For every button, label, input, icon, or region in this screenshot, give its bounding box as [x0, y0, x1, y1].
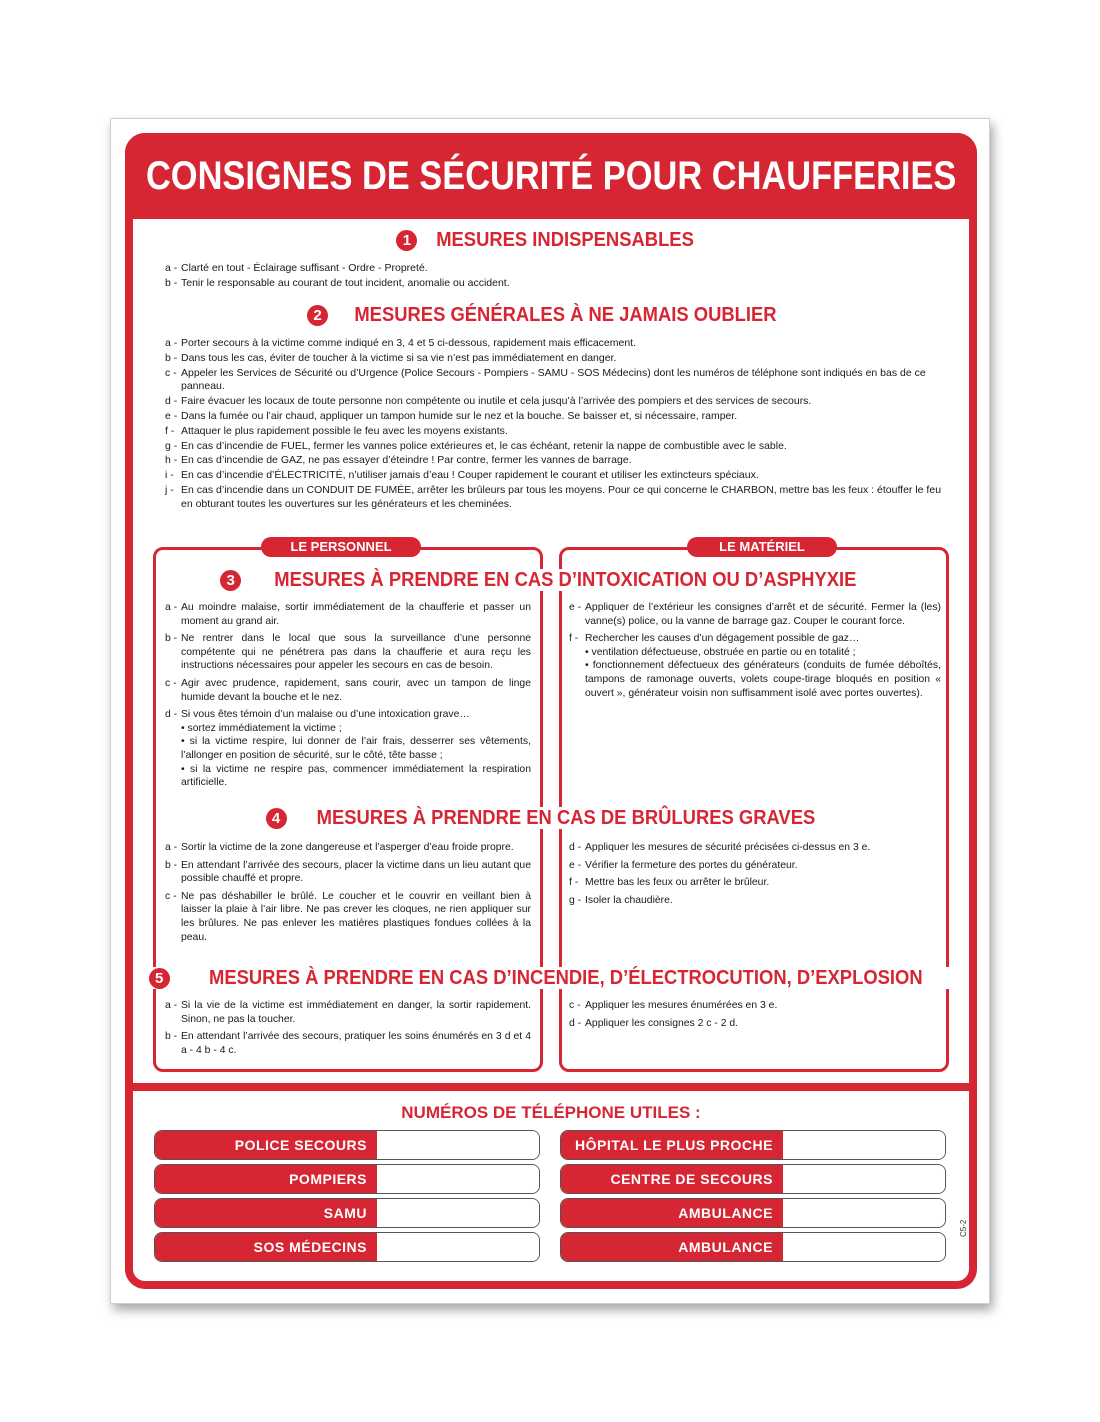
- item-text: [181, 469, 945, 483]
- item-main-text: Appliquer les mesures de sécurité précisées ci-dessus en 3 e.: [585, 842, 871, 853]
- item-text: [585, 999, 941, 1013]
- item-text: [585, 1017, 941, 1031]
- item-letter: e -: [165, 409, 178, 422]
- tab-le-materiel: LE MATÉRIEL: [687, 537, 837, 557]
- item-letter: i -: [165, 469, 174, 482]
- item-letter: h -: [165, 454, 178, 467]
- item-letter: c -: [165, 366, 177, 379]
- phone-number-field[interactable]: [783, 1233, 945, 1261]
- item-letter: a -: [165, 262, 178, 274]
- phone-label: AMBULANCE: [561, 1199, 783, 1227]
- phone-number-field[interactable]: [377, 1199, 539, 1227]
- item-letter: d -: [569, 842, 582, 853]
- section-4-materiel-list: [569, 841, 941, 911]
- item-text: [181, 276, 955, 290]
- item-letter: f -: [569, 877, 579, 889]
- item-letter: j -: [165, 483, 174, 496]
- item-letter: a -: [165, 337, 178, 349]
- section-number-badge: 4: [266, 808, 287, 829]
- section-number-badge: 3: [220, 570, 241, 591]
- item-text: [181, 1030, 531, 1057]
- item-main-text: Appeler les Services de Sécurité ou d’Urgence (Police Secours - Pompiers - SAMU - SOS Médecins) dont les numéros de téléphone sont indiqués en bas de ce panneau.: [181, 366, 926, 393]
- item-letter: a -: [165, 842, 178, 853]
- phone-number-field[interactable]: [783, 1165, 945, 1193]
- item-main-text: Faire évacuer les locaux de toute personne non compétente ou inutile et cela jusqu’à l’arrivée des pompiers et des services de secours.: [181, 395, 812, 408]
- list-item: [569, 999, 941, 1013]
- list-item: [165, 367, 945, 395]
- item-main-text: Clarté en tout - Éclairage suffisant - Ordre - Propreté.: [181, 262, 428, 274]
- list-item: [569, 894, 941, 908]
- item-main-text: Ne pas déshabiller le brûlé. Le coucher et le couvrir en veillant bien à laisser la plaie à l’air libre. Ne pas crever les cloques, ne rien appliquer sur les brûlures. Ne pas enlever les matières plastiques fondues collées à la peau.: [181, 890, 531, 943]
- section-5-materiel-list: [569, 999, 941, 1034]
- safety-sign-sheet: [110, 118, 990, 1304]
- phone-label: POMPIERS: [155, 1165, 377, 1193]
- item-text: [181, 410, 945, 424]
- item-text: [181, 352, 945, 366]
- item-main-text: Sortir la victime de la zone dangereuse et l’asperger d’eau froide propre.: [181, 842, 514, 853]
- list-item: [165, 632, 531, 673]
- list-item: [165, 395, 945, 409]
- bullet-point: • ventilation défectueuse, obstruée en partie ou en totalité ;: [585, 646, 856, 658]
- list-item: [165, 859, 531, 886]
- item-text: [181, 632, 531, 673]
- section-heading-text: MESURES GÉNÉRALES À NE JAMAIS OUBLIER: [354, 304, 777, 326]
- item-letter: e -: [569, 602, 582, 613]
- phone-row-ambulance: [560, 1198, 946, 1228]
- phone-row-samu: [154, 1198, 540, 1228]
- item-main-text: Appliquer les consignes 2 c - 2 d.: [585, 1017, 739, 1029]
- item-letter: b -: [165, 277, 178, 289]
- item-letter: d -: [165, 709, 178, 721]
- reference-code: C5-2: [959, 1219, 968, 1237]
- item-letter: f -: [165, 424, 175, 437]
- item-main-text: Au moindre malaise, sortir immédiatement de la chaufferie et passer un moment au grand air.: [181, 602, 531, 627]
- item-text: [585, 876, 941, 890]
- list-item: [165, 484, 945, 512]
- item-letter: b -: [165, 633, 178, 645]
- section-1-heading: [133, 229, 969, 252]
- item-text: [181, 440, 945, 454]
- item-letter: b -: [165, 859, 178, 871]
- item-main-text: Rechercher les causes d’un dégagement possible de gaz…: [585, 633, 860, 645]
- item-letter: d -: [165, 395, 178, 408]
- item-text: [181, 841, 531, 855]
- item-main-text: En attendant l’arrivée des secours, placer la victime dans un lieu autant que possible chauffé et propre.: [181, 859, 531, 885]
- list-item: [165, 261, 955, 275]
- item-text: [181, 454, 945, 468]
- item-main-text: En attendant l’arrivée des secours, pratiquer les soins énumérés en 3 d et 4 a - 4 b - 4 c.: [181, 1031, 531, 1056]
- phone-row-hopital: [560, 1130, 946, 1160]
- section-5-personnel-list: [165, 999, 531, 1061]
- list-item: [165, 601, 531, 628]
- item-main-text: Attaquer le plus rapidement possible le feu avec les moyens existants.: [181, 424, 508, 437]
- item-main-text: Dans la fumée ou l’air chaud, appliquer un tampon humide sur le nez et la bouche. Se baisser et, si nécessaire, ramper.: [181, 409, 738, 422]
- item-text: [181, 601, 531, 628]
- item-text: [181, 708, 531, 790]
- list-item: [165, 410, 945, 424]
- phone-number-field[interactable]: [783, 1131, 945, 1159]
- list-item: [165, 890, 531, 944]
- phone-label: POLICE SECOURS: [155, 1131, 377, 1159]
- item-letter: g -: [569, 894, 582, 906]
- list-item: [165, 999, 531, 1026]
- item-text: [585, 841, 941, 855]
- section-heading-text: MESURES À PRENDRE EN CAS D’INCENDIE, D’ÉLECTROCUTION, D’EXPLOSION: [208, 967, 923, 989]
- item-text: [585, 894, 941, 908]
- item-main-text: En cas d’incendie d’ÉLECTRICITÉ, n’utiliser jamais d’eau ! Couper rapidement le courant et utiliser les extincteurs spéciaux.: [181, 469, 759, 482]
- phone-row-centre-de-secours: [560, 1164, 946, 1194]
- list-item: [569, 601, 941, 628]
- item-letter: b -: [165, 351, 178, 364]
- phone-label: SAMU: [155, 1199, 377, 1227]
- phone-section-divider: [125, 1083, 977, 1091]
- list-item: [569, 841, 941, 855]
- list-item: [165, 841, 531, 855]
- item-text: [181, 261, 955, 275]
- item-main-text: Tenir le responsable au courant de tout incident, anomalie ou accident.: [181, 277, 510, 289]
- phone-row-ambulance-2: [560, 1232, 946, 1262]
- item-text: [585, 859, 941, 873]
- section-1-list: [165, 261, 955, 291]
- sign-title: CONSIGNES DE SÉCURITÉ POUR CHAUFFERIES: [145, 153, 957, 198]
- item-letter: a -: [165, 602, 178, 613]
- item-letter: f -: [569, 633, 579, 645]
- phone-number-field[interactable]: [377, 1131, 539, 1159]
- section-5-heading: [133, 967, 969, 990]
- list-item: [165, 677, 531, 704]
- list-item: [165, 1030, 531, 1057]
- item-main-text: En cas d’incendie de FUEL, fermer les vannes police extérieures et, le cas échéant, retenir la nappe de combustible avec le sable.: [181, 439, 787, 452]
- phone-section-title: NUMÉROS DE TÉLÉPHONE UTILES :: [401, 1103, 701, 1122]
- item-main-text: Si vous êtes témoin d’un malaise ou d’une intoxication grave…: [181, 709, 470, 721]
- list-item: [165, 425, 945, 439]
- item-main-text: En cas d’incendie de GAZ, ne pas essayer d’éteindre ! Par contre, fermer les vannes de barrage.: [181, 454, 632, 467]
- list-item: [165, 276, 955, 290]
- item-main-text: Agir avec prudence, rapidement, sans courir, avec un tampon de linge humide devant la bouche et le nez.: [181, 677, 531, 703]
- list-item: [165, 454, 945, 468]
- bullet-point: • sortez immédiatement la victime ;: [181, 722, 342, 734]
- phone-row-police-secours: [154, 1130, 540, 1160]
- section-2-heading: [133, 304, 969, 327]
- section-number-badge: 2: [307, 305, 328, 326]
- list-item: [165, 337, 945, 351]
- title-bar: [125, 133, 977, 219]
- item-main-text: Porter secours à la victime comme indiqué en 3, 4 et 5 ci-dessous, rapidement mais efficacement.: [181, 337, 637, 349]
- item-text: [181, 859, 531, 886]
- bullet-point: • si la victime respire, lui donner de l’air frais, desserrer ses vêtements, l’allonger en position de sécurité, sur le côté, tête basse ;: [181, 736, 531, 761]
- item-text: [181, 999, 531, 1026]
- section-number-badge: 5: [149, 968, 170, 989]
- section-heading-text: MESURES À PRENDRE EN CAS DE BRÛLURES GRAVES: [316, 807, 815, 829]
- item-text: [181, 890, 531, 944]
- phone-row-sos-medecins: [154, 1232, 540, 1262]
- item-main-text: Mettre bas les feux ou arrêter le brûleur.: [585, 877, 770, 889]
- tab-le-personnel: LE PERSONNEL: [261, 537, 421, 557]
- section-4-heading: [133, 807, 969, 830]
- item-letter: g -: [165, 439, 178, 452]
- phone-number-field[interactable]: [377, 1233, 539, 1261]
- item-letter: c -: [165, 890, 177, 902]
- item-text: [585, 601, 941, 628]
- item-main-text: Appliquer les mesures énumérées en 3 e.: [585, 1000, 778, 1011]
- item-letter: b -: [165, 1031, 178, 1043]
- item-main-text: Si la vie de la victime est immédiatement en danger, la sortir rapidement. Sinon, ne pas la toucher.: [181, 1000, 531, 1025]
- item-main-text: Isoler la chaudière.: [585, 894, 673, 906]
- item-main-text: Vérifier la fermeture des portes du générateur.: [585, 859, 798, 871]
- item-main-text: Dans tous les cas, éviter de toucher à la victime si sa vie n’est pas immédiatement en danger.: [181, 351, 617, 364]
- list-item: [165, 352, 945, 366]
- phone-label: HÔPITAL LE PLUS PROCHE: [561, 1131, 783, 1159]
- list-item: [569, 1017, 941, 1031]
- item-text: [181, 337, 945, 351]
- item-text: [181, 425, 945, 439]
- item-text: [181, 395, 945, 409]
- phone-number-field[interactable]: [377, 1165, 539, 1193]
- item-text: [181, 367, 945, 395]
- section-number-badge: 1: [396, 230, 417, 251]
- item-letter: c -: [165, 677, 177, 689]
- list-item: [569, 876, 941, 890]
- list-item: [569, 632, 941, 700]
- bullet-point: • si la victime ne respire pas, commencer immédiatement la respiration artificielle.: [181, 763, 531, 789]
- list-item: [165, 708, 531, 790]
- phone-number-field[interactable]: [783, 1199, 945, 1227]
- list-item: [165, 440, 945, 454]
- section-3-materiel-list: [569, 601, 941, 704]
- section-heading-text: MESURES INDISPENSABLES: [436, 229, 695, 251]
- section-3-personnel-list: [165, 601, 531, 794]
- item-letter: a -: [165, 1000, 178, 1011]
- list-item: [165, 469, 945, 483]
- list-item: [569, 859, 941, 873]
- item-text: [181, 677, 531, 704]
- item-text: [585, 632, 941, 700]
- section-3-heading: [133, 569, 969, 592]
- item-main-text: Ne rentrer dans le local que sous la surveillance d’une personne compétente qui ne pénétrera pas dans la chaufferie et aura reçu les instructions nécessaires pour appeler les secours en cas de besoin.: [181, 633, 531, 672]
- phone-row-pompiers: [154, 1164, 540, 1194]
- item-letter: c -: [569, 1000, 581, 1011]
- bullet-point: • fonctionnement défectueux des générateurs (conduits de fumée déboîtés, tampons de ramonage ouverts, volets coupe-tirage bloqués en position « ouvert », générateur voisin non suffisamment isolé avec portes ouvertes).: [585, 660, 941, 699]
- item-letter: e -: [569, 859, 582, 871]
- item-main-text: En cas d’incendie dans un CONDUIT DE FUMÉE, arrêter les brûleurs par tous les moyens. Pour ce qui concerne le CHARBON, mettre bas les feux : étouffer le feu en obturant toutes les ouvertures sur les générateurs et les cheminées.: [181, 483, 942, 510]
- item-text: [181, 484, 945, 512]
- section-4-personnel-list: [165, 841, 531, 948]
- item-main-text: Appliquer de l’extérieur les consignes d’arrêt et de sécurité. Fermer la (les) vanne(s) police, ou la vanne de barrage gaz. Couper le courant force.: [585, 602, 941, 627]
- phone-label: CENTRE DE SECOURS: [561, 1165, 783, 1193]
- item-letter: d -: [569, 1017, 582, 1029]
- section-2-list: [165, 337, 945, 513]
- phone-label: AMBULANCE: [561, 1233, 783, 1261]
- phone-label: SOS MÉDECINS: [155, 1233, 377, 1261]
- section-heading-text: MESURES À PRENDRE EN CAS D’INTOXICATION OU D’ASPHYXIE: [274, 569, 857, 591]
